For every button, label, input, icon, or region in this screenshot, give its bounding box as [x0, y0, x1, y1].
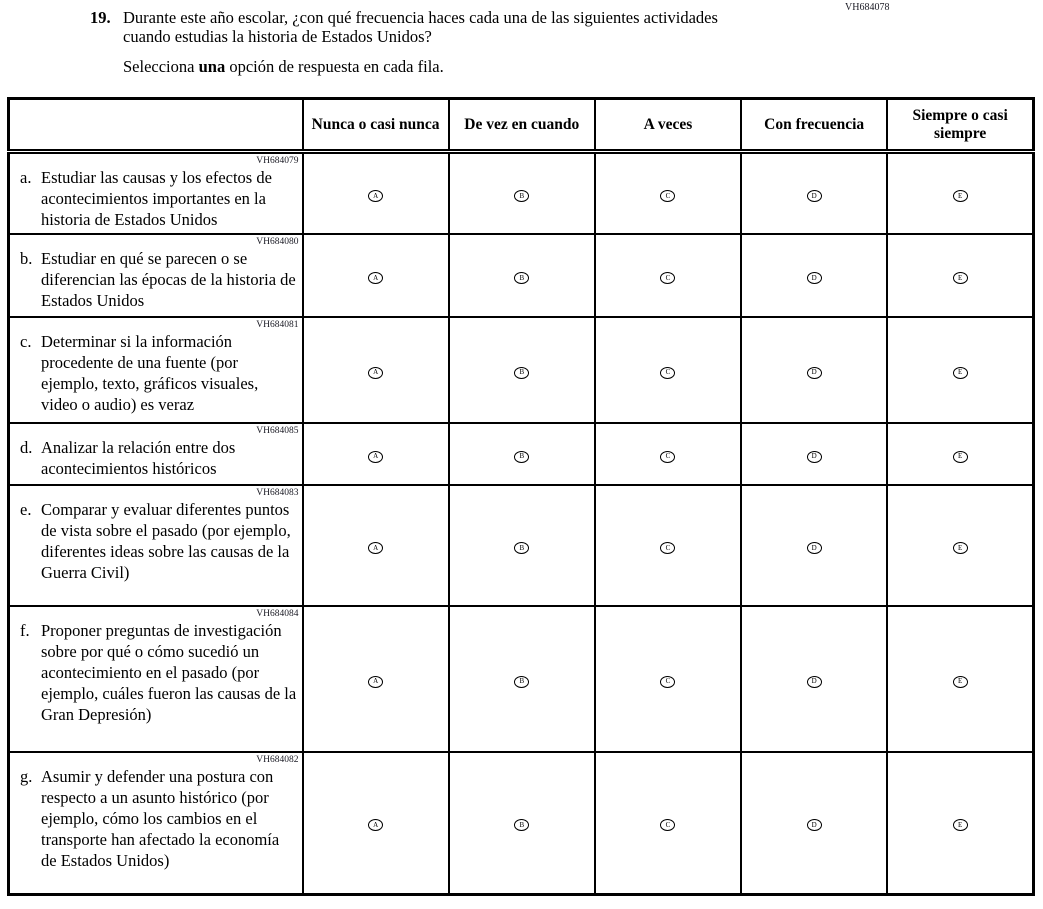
response-cell — [887, 485, 1033, 606]
response-cell — [595, 485, 741, 606]
option-bubble-e[interactable]: E — [953, 676, 968, 688]
option-bubble-e[interactable]: E — [953, 190, 968, 202]
item-letter: e. — [20, 500, 32, 519]
item-code: VH684079 — [256, 156, 299, 166]
instruction-suffix: opción de respuesta en cada fila. — [225, 57, 444, 76]
response-cell — [449, 317, 595, 423]
question-text: Durante este año escolar, ¿con qué frecuencia haces cada una de las siguientes actividades cuando estudias la historia de Estados Unidos? — [123, 8, 718, 46]
item-code: VH684080 — [256, 237, 299, 247]
option-bubble-c[interactable]: C — [660, 272, 675, 284]
option-bubble-d[interactable]: D — [807, 676, 822, 688]
response-cell — [449, 423, 595, 485]
item-text: Proponer preguntas de investigación sobre por qué o cómo sucedió un acontecimiento en el pasado (por ejemplo, cuáles fueron las causas de la Gran Depresión) — [41, 621, 297, 724]
item-statement — [10, 248, 302, 314]
option-bubble-a[interactable]: A — [368, 676, 383, 688]
item-text: Estudiar las causas y los efectos de acontecimientos importantes en la historia de Estados Unidos — [41, 168, 272, 229]
item-letter: d. — [20, 438, 33, 457]
option-bubble-c[interactable]: C — [660, 190, 675, 202]
response-cell — [303, 317, 449, 423]
table-row — [9, 152, 1034, 235]
column-header-con-frecuencia: Con frecuencia — [741, 99, 887, 152]
response-cell — [887, 606, 1033, 752]
response-cell — [741, 606, 887, 752]
option-bubble-b[interactable]: B — [514, 367, 529, 379]
column-header-siempre: Siempre o casi siempre — [887, 99, 1033, 152]
option-bubble-c[interactable]: C — [660, 676, 675, 688]
response-cell — [741, 423, 887, 485]
table-row — [9, 234, 1034, 317]
item-code: VH684082 — [256, 755, 299, 765]
item-code: VH684081 — [256, 320, 299, 330]
response-cell — [887, 752, 1033, 894]
item-letter: b. — [20, 249, 33, 268]
instruction-text — [90, 57, 770, 76]
option-bubble-e[interactable]: E — [953, 367, 968, 379]
option-bubble-e[interactable]: E — [953, 451, 968, 463]
option-bubble-a[interactable]: A — [368, 451, 383, 463]
question-number: 19. — [90, 8, 111, 27]
header-row — [9, 99, 1034, 152]
item-statement — [10, 499, 302, 586]
item-text: Comparar y evaluar diferentes puntos de vista sobre el pasado (por ejemplo, diferentes ideas sobre las causas de la Guerra Civil) — [41, 500, 291, 582]
item-cell — [9, 152, 303, 235]
option-bubble-b[interactable]: B — [514, 272, 529, 284]
option-bubble-d[interactable]: D — [807, 819, 822, 831]
item-letter: a. — [20, 168, 32, 187]
response-cell — [887, 234, 1033, 317]
option-bubble-b[interactable]: B — [514, 451, 529, 463]
response-cell — [741, 317, 887, 423]
option-bubble-e[interactable]: E — [953, 819, 968, 831]
item-statement — [10, 331, 302, 418]
response-cell — [449, 152, 595, 235]
response-cell — [741, 752, 887, 894]
item-letter: g. — [20, 767, 33, 786]
option-bubble-d[interactable]: D — [807, 272, 822, 284]
response-cell — [887, 317, 1033, 423]
column-header-nunca: Nunca o casi nunca — [303, 99, 449, 152]
response-cell — [595, 606, 741, 752]
instruction-emphasis: una — [198, 57, 226, 76]
item-statement — [10, 620, 302, 728]
response-cell — [449, 752, 595, 894]
item-statement — [10, 437, 302, 482]
option-bubble-c[interactable]: C — [660, 542, 675, 554]
option-bubble-d[interactable]: D — [807, 451, 822, 463]
option-bubble-d[interactable]: D — [807, 190, 822, 202]
response-cell — [741, 485, 887, 606]
option-bubble-e[interactable]: E — [953, 272, 968, 284]
option-bubble-e[interactable]: E — [953, 542, 968, 554]
option-bubble-d[interactable]: D — [807, 542, 822, 554]
item-code: VH684083 — [256, 488, 299, 498]
table-row — [9, 606, 1034, 752]
response-cell — [887, 423, 1033, 485]
response-matrix-table — [7, 97, 1035, 896]
response-cell — [449, 606, 595, 752]
table-row — [9, 752, 1034, 894]
option-bubble-b[interactable]: B — [514, 542, 529, 554]
response-cell — [449, 485, 595, 606]
response-cell — [741, 152, 887, 235]
question-stem — [90, 8, 770, 46]
item-cell — [9, 606, 303, 752]
response-cell — [303, 152, 449, 235]
item-text: Determinar si la información procedente de una fuente (por ejemplo, texto, gráficos visuales, video o audio) es veraz — [41, 332, 259, 414]
item-code: VH684084 — [256, 609, 299, 619]
option-bubble-a[interactable]: A — [368, 819, 383, 831]
option-bubble-a[interactable]: A — [368, 190, 383, 202]
response-cell — [595, 234, 741, 317]
option-bubble-b[interactable]: B — [514, 819, 529, 831]
response-cell — [595, 423, 741, 485]
item-text: Asumir y defender una postura con respecto a un asunto histórico (por ejemplo, cómo los cambios en el transporte han afectado la economía de Estados Unidos) — [41, 767, 280, 870]
item-code: VH684085 — [256, 426, 299, 436]
response-cell — [303, 606, 449, 752]
response-cell — [303, 752, 449, 894]
item-statement — [10, 766, 302, 874]
item-cell — [9, 234, 303, 317]
option-bubble-d[interactable]: D — [807, 367, 822, 379]
response-cell — [741, 234, 887, 317]
table-row — [9, 485, 1034, 606]
option-bubble-a[interactable]: A — [368, 542, 383, 554]
response-cell — [303, 234, 449, 317]
response-cell — [595, 152, 741, 235]
item-cell — [9, 485, 303, 606]
response-cell — [303, 485, 449, 606]
question-accession-code: VH684078 — [845, 2, 890, 13]
item-letter: c. — [20, 332, 32, 351]
response-cell — [449, 234, 595, 317]
option-bubble-c[interactable]: C — [660, 819, 675, 831]
table-row — [9, 423, 1034, 485]
question-block — [90, 8, 770, 76]
option-bubble-b[interactable]: B — [514, 190, 529, 202]
option-bubble-c[interactable]: C — [660, 367, 675, 379]
item-cell — [9, 423, 303, 485]
item-statement — [10, 167, 302, 233]
column-header-de-vez-en-cuando: De vez en cuando — [449, 99, 595, 152]
option-bubble-b[interactable]: B — [514, 676, 529, 688]
item-cell — [9, 752, 303, 894]
instruction-prefix: Selecciona — [123, 57, 199, 76]
item-column-header — [9, 99, 303, 152]
option-bubble-c[interactable]: C — [660, 451, 675, 463]
option-bubble-a[interactable]: A — [368, 367, 383, 379]
table-row — [9, 317, 1034, 423]
response-cell — [887, 152, 1033, 235]
item-text: Estudiar en qué se parecen o se diferencian las épocas de la historia de Estados Unidos — [41, 249, 296, 310]
column-header-a-veces: A veces — [595, 99, 741, 152]
response-cell — [595, 317, 741, 423]
item-text: Analizar la relación entre dos acontecimientos históricos — [41, 438, 236, 478]
option-bubble-a[interactable]: A — [368, 272, 383, 284]
item-cell — [9, 317, 303, 423]
item-letter: f. — [20, 621, 30, 640]
response-cell — [595, 752, 741, 894]
response-cell — [303, 423, 449, 485]
